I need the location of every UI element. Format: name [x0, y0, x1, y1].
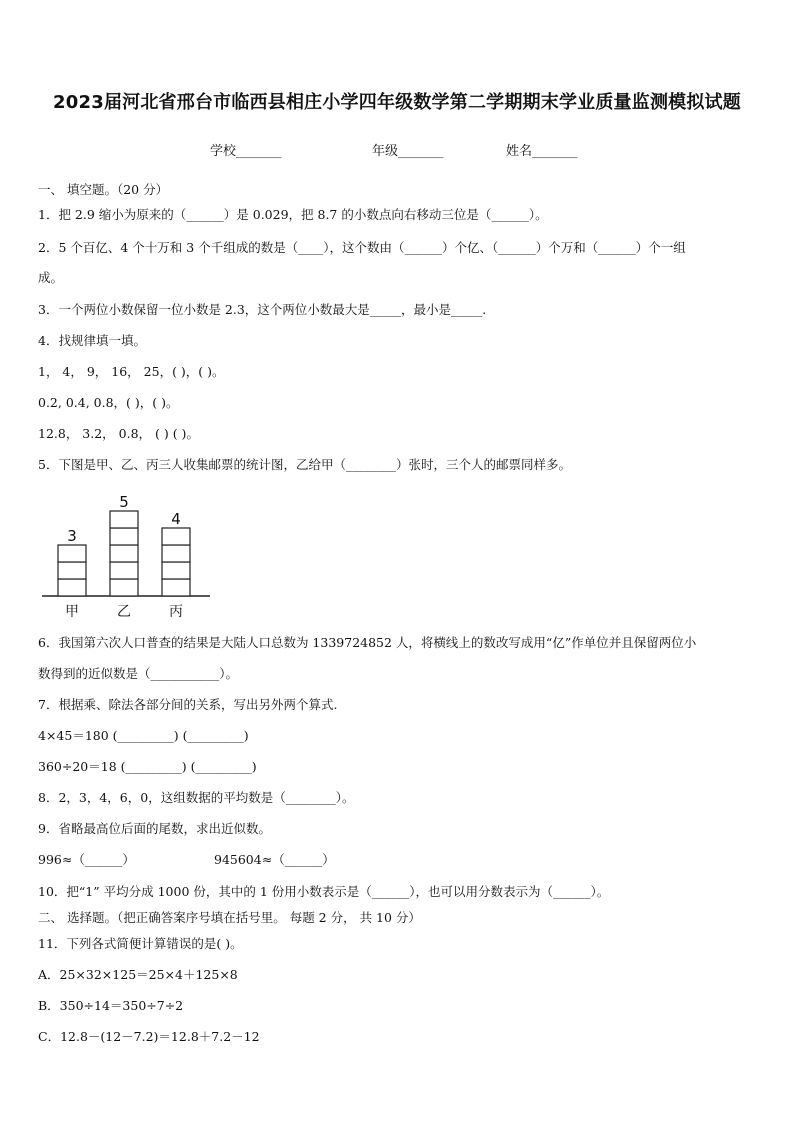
school-field: 学校_______: [210, 144, 282, 159]
bar-0: [58, 545, 86, 596]
question-4-row-c: 12.8， 3.2， 0.8， ( ) ( )。: [38, 426, 199, 441]
question-11: 11．下列各式简便计算错误的是( )。: [38, 936, 243, 951]
page-title: 2023届河北省邢台市临西县相庄小学四年级数学第二学期期末学业质量监测模拟试题: [53, 92, 741, 113]
bar-cell: [58, 562, 86, 579]
question-9-part-b: 945604≈（______）: [214, 852, 335, 867]
bar-cell: [110, 511, 138, 528]
question-1: 1．把 2.9 缩小为原来的（______）是 0.029，把 8.7 的小数点向右移动三位是（______）。: [38, 207, 548, 222]
bar-cell: [110, 562, 138, 579]
question-10: 10．把“1” 平均分成 1000 份，其中的 1 份用小数表示是（______），也可以用分数表示为（______）。: [38, 884, 610, 899]
question-6-line-2: 数得到的近似数是（___________）。: [38, 666, 239, 681]
section-1-heading: 一、 填空题。（20 分）: [38, 182, 169, 197]
question-7: 7．根据乘、除法各部分间的关系，写出另外两个算式.: [38, 697, 338, 712]
question-4-row-a: 1， 4， 9， 16， 25，( )，( )。: [38, 364, 225, 379]
bar-cell: [162, 528, 190, 545]
question-9-part-a: 996≈（______）: [38, 852, 135, 867]
question-6-line-1: 6．我国第六次人口普查的结果是大陆人口总数为 1339724852 人，将横线上的数改写成用“亿”作单位并且保留两位小: [38, 635, 697, 650]
category-label: 甲: [65, 604, 79, 620]
bar-cell: [110, 579, 138, 596]
question-11-option-c: C．12.8－(12－7.2)＝12.8＋7.2－12: [38, 1029, 260, 1044]
question-4: 4．找规律填一填。: [38, 333, 146, 348]
grade-field: 年级_______: [372, 144, 444, 159]
category-label: 丙: [169, 604, 183, 620]
data-label: 5: [119, 493, 129, 511]
data-label: 4: [171, 510, 181, 528]
question-9: 9．省略最高位后面的尾数，求出近似数。: [38, 821, 271, 836]
category-label: 乙: [117, 604, 131, 620]
question-2-line-1: 2．5 个百亿、4 个十万和 3 个千组成的数是（____），这个数由（______）个亿、（______）个万和（______）个一组: [38, 240, 686, 255]
question-4-row-b: 0.2, 0.4, 0.8，( )，( )。: [38, 395, 179, 410]
bar-cell: [162, 579, 190, 596]
bar-cell: [58, 545, 86, 562]
question-11-option-a: A．25×32×125＝25×4＋125×8: [38, 967, 238, 982]
bar-2: [162, 528, 190, 596]
bar-cell: [162, 545, 190, 562]
question-5: 5．下图是甲、乙、丙三人收集邮票的统计图，乙给甲（________）张时，三个人的邮票同样多。: [38, 457, 571, 472]
question-3: 3．一个两位小数保留一位小数是 2.3，这个两位小数最大是_____，最小是_____.: [38, 302, 487, 317]
stamp-bar-chart: [38, 486, 218, 622]
question-7-row-a: 4×45＝180 (_________) (_________): [38, 728, 249, 743]
question-2-line-2: 成。: [38, 270, 64, 285]
bar-cell: [110, 528, 138, 545]
section-2-heading: 二、 选择题。（把正确答案序号填在括号里。 每题 2 分， 共 10 分）: [38, 910, 421, 925]
question-8: 8．2，3，4，6，0，这组数据的平均数是（________）。: [38, 790, 355, 805]
bar-1: [110, 511, 138, 596]
question-7-row-b: 360÷20＝18 (_________) (_________): [38, 759, 257, 774]
data-label: 3: [67, 527, 77, 545]
bar-cell: [58, 579, 86, 596]
stamp-chart-svg: [38, 486, 218, 622]
question-11-option-b: B．350÷14＝350÷7÷2: [38, 998, 184, 1013]
name-field: 姓名_______: [506, 144, 578, 159]
bar-cell: [162, 562, 190, 579]
bar-cell: [110, 545, 138, 562]
